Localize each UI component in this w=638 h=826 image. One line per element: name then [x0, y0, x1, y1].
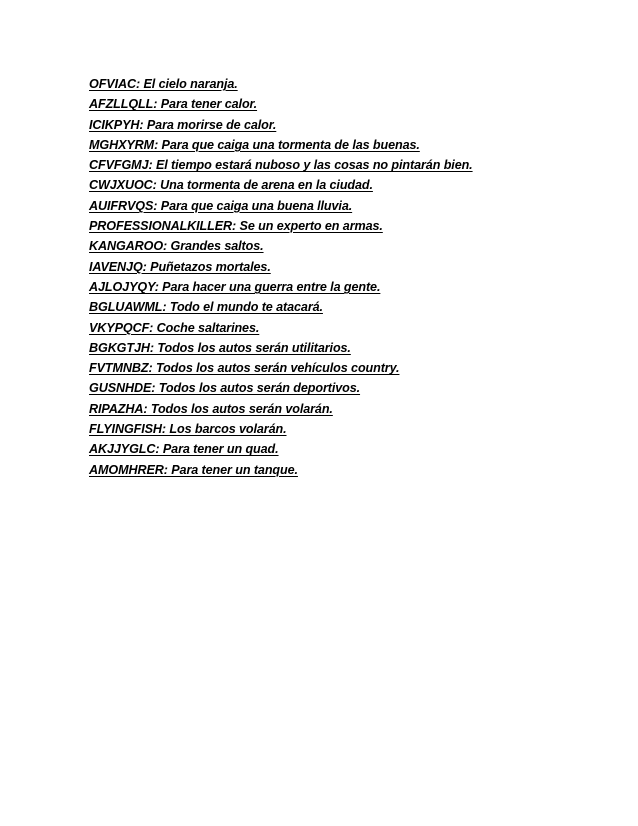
cheat-text: AKJJYGLC: Para tener un quad.: [89, 442, 279, 457]
cheat-text: OFVIAC: El cielo naranja.: [89, 77, 238, 91]
cheat-text: IAVENJQ: Puñetazos mortales.: [89, 259, 271, 274]
cheat-text: PROFESSIONALKILLER: Se un experto en armas.: [89, 219, 383, 234]
cheat-line: [89, 277, 609, 297]
cheat-text: AFZLLQLL: Para tener calor.: [89, 97, 258, 112]
cheat-text: AMOMHRER: Para tener un tanque.: [89, 462, 298, 477]
cheat-line: [89, 439, 609, 459]
cheat-line: [89, 94, 609, 114]
cheat-line: [89, 460, 609, 480]
cheat-text: GUSNHDE: Todos los autos serán deportivos.: [89, 381, 361, 396]
cheat-line: [89, 358, 609, 378]
cheat-text: CFVFGMJ: El tiempo estará nuboso y las cosas no pintarán bien.: [89, 158, 473, 173]
cheat-line: [89, 338, 609, 358]
cheat-text: BGLUAWML: Todo el mundo te atacará.: [89, 300, 323, 315]
cheat-text: KANGAROO: Grandes saltos.: [89, 239, 264, 254]
cheat-text: VKYPQCF: Coche saltarines.: [89, 320, 260, 335]
cheat-line: [89, 115, 609, 135]
cheat-line: [89, 216, 609, 236]
cheat-text: FVTMNBZ: Todos los autos serán vehículos country.: [89, 361, 400, 376]
cheat-line: [89, 74, 609, 94]
cheat-line: [89, 196, 609, 216]
cheat-line: [89, 419, 609, 439]
cheat-text: ICIKPYH: Para morirse de calor.: [89, 117, 277, 132]
cheat-text: AUIFRVQS: Para que caiga una buena lluvia.: [89, 198, 353, 213]
cheat-line: [89, 236, 609, 256]
cheat-line: [89, 155, 609, 175]
cheat-line: [89, 378, 609, 398]
cheat-text: BGKGTJH: Todos los autos serán utilitarios.: [89, 340, 351, 355]
cheat-text: RIPAZHA: Todos los autos serán volarán.: [89, 401, 333, 416]
cheat-text: MGHXYRM: Para que caiga una tormenta de las buenas.: [89, 137, 420, 152]
cheat-line: [89, 297, 609, 317]
cheat-line: [89, 399, 609, 419]
cheat-text: FLYINGFISH: Los barcos volarán.: [89, 422, 287, 437]
cheat-line: [89, 175, 609, 195]
cheat-line: [89, 135, 609, 155]
cheat-line: [89, 318, 609, 338]
cheat-text: AJLOJYQY: Para hacer una guerra entre la gente.: [89, 279, 381, 294]
cheat-line: [89, 257, 609, 277]
cheat-text: CWJXUOC: Una tormenta de arena en la ciudad.: [89, 178, 373, 193]
cheat-code-list: [89, 74, 609, 480]
